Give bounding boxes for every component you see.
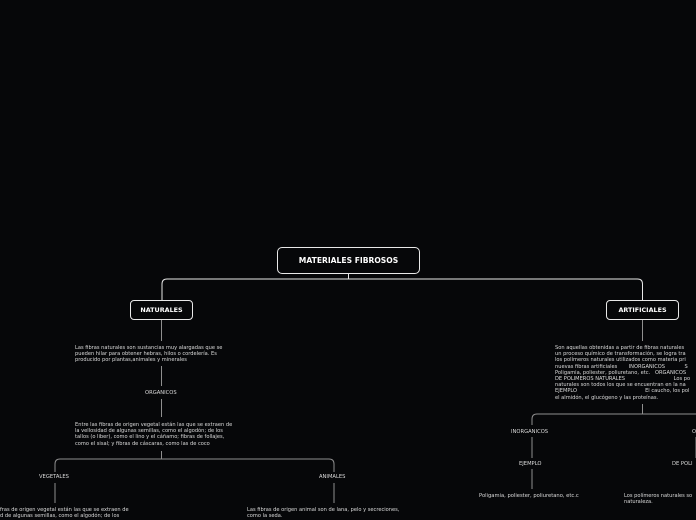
vegetales-label[interactable]: VEGETALES (39, 474, 69, 480)
connector-art-children-bar (532, 404, 696, 425)
artificiales-description[interactable]: Son aquellas obtenidas a partir de fibras naturales un proceso químico de transformación, se logra tra los polímeros naturales utilizados como materia pri nuevas fibras artificiales INORGANICOS S Poligamia, poliester, poliuretano, etc. ORGANICOS DE POLIMEROS NATURALES Los po naturales son todos los que se encuentran en la na EJEMPLO El caucho, los pol el almidón, el glucógeno y las proteínas. (555, 345, 691, 401)
naturales-node[interactable]: NATURALES (130, 300, 193, 320)
animales-description[interactable]: Las fibras de origen animal son de lana, pelo y secreciones, como la seda. (247, 507, 400, 520)
ejemplo-label[interactable]: EJEMPLO (519, 461, 542, 467)
artificiales-node[interactable]: ARTIFICIALES (606, 300, 679, 320)
vegetales-description[interactable]: fras de origen vegetal están las que se extraen de d de algunas semillas, como el algodón; de los (0, 507, 129, 520)
root-node[interactable]: MATERIALES FIBROSOS (277, 247, 420, 274)
polimeros-label[interactable]: DE POLI (672, 461, 693, 467)
animales-label[interactable]: ANIMALES (319, 474, 346, 480)
organicos-art-label[interactable]: O (692, 429, 696, 435)
organicos-label[interactable]: ORGANICOS (145, 390, 177, 396)
naturales-description[interactable]: Las fibras naturales son sustancias muy alargadas que se pueden hilar para obtener hebras, hilos o cordelería. Es producido por plantas,animales y minerales (75, 345, 223, 364)
connector-main-bar (162, 279, 643, 300)
polimeros-text[interactable]: Los polímeros naturales so naturaleza. (624, 493, 693, 506)
organicos-description[interactable]: Entre las fibras de origen vegetal están las que se extraen de la vellosidad de algunas semillas, como el algodón; de los tallos (o liber), como el lino y el cáñamo; fibras de follajes, como el sisal; y fibras de cáscaras, como las de coco (75, 422, 233, 447)
connector-veg-ani-bar (55, 451, 334, 472)
ejemplo-text[interactable]: Poligamia, poliester, poliuretano, etc.c (479, 493, 579, 499)
inorganicos-label[interactable]: INORGANICOS (511, 429, 549, 435)
